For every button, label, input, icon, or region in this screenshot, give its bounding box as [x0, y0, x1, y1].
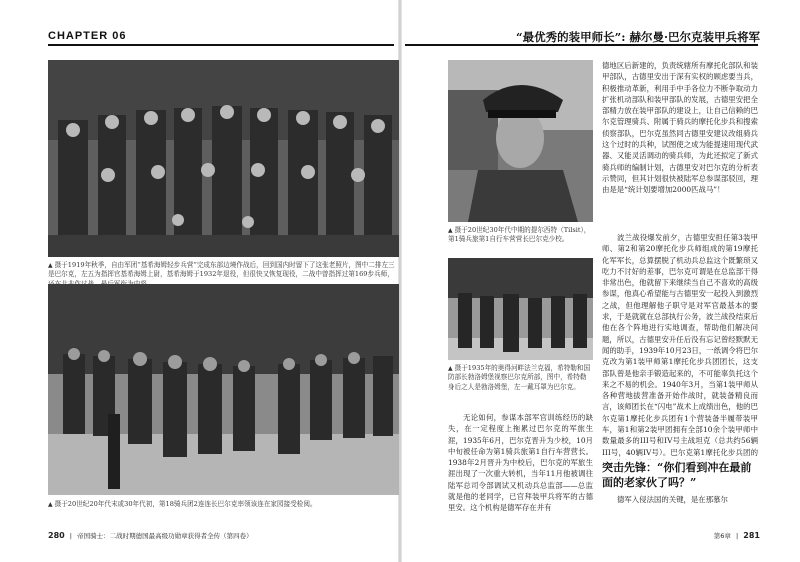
march-photo-caption-text: 摄于20世纪20年代末或30年代初，第18骑兵团2连连长巴尔克率领该连在家园接受检阅。: [54, 500, 317, 508]
portrait-photo: [448, 60, 593, 222]
book-title: 帝国骑士：二战时期德国最高级功勋章获得者全传（第四卷）: [77, 532, 253, 540]
parade-photo: [448, 258, 593, 360]
right-page-number: 281: [743, 531, 760, 540]
caption-marker-icon: ▲: [448, 227, 453, 234]
left-page-number: 280: [48, 531, 65, 540]
caption-marker-icon: ▲: [48, 501, 53, 508]
group-photo: [48, 60, 399, 257]
right-footer: 第6章 | 281: [713, 531, 760, 540]
caption-marker-icon: ▲: [48, 262, 53, 269]
section-subheading: 突击先锋：“你们看到冲在最前面的老家伙了吗？”: [602, 461, 752, 489]
chapter-label: CHAPTER 06: [48, 30, 127, 42]
portrait-photo-caption: [448, 226, 593, 245]
header-rule-right: [405, 44, 758, 46]
header-rule-left: [48, 44, 394, 46]
march-photo-caption: [48, 500, 399, 509]
group-photo-caption-text: 摄于1919年秋季，自由军团“基希海姆轻步兵营”完成东部边境作战后，回到国内时留下了这张老照片，图中二排左三是巴尔克，左五为指挥官基希海姆上尉，基希海姆于1932年退役，但很快又恢复现役，二战中曾指挥过第169步兵师，: [48, 261, 395, 279]
body-paragraph: 无论如何，参谋本部军官训练经历的缺失，在一定程度上拖累过巴尔克的军旅生涯，1935年6月，巴尔克晋升为少校，10月中旬被任命为第1骑兵旅第1自行车营营长。1938年2月晋升为中校后，巴尔克的军旅生涯出现了一次重大转机，当年11月他被调往陆军总司令部调试又机动兵总监部——总监就是他的老同学，已官拜装甲兵将军的古德里安。这个机构是德军存在并有: [448, 413, 593, 513]
body-paragraph: 德军入侵法国的关键，是在那慕尔: [617, 495, 728, 504]
march-photo: [48, 284, 399, 495]
left-footer: 280 | 帝国骑士：二战时期德国最高级功勋章获得者全传（第四卷）: [48, 531, 253, 540]
portrait-photo-caption-text: 摄于20世纪30年代中期的提尔西特（Tilsit），第1骑兵旅第1自行车营营长巴尔克少校。: [448, 226, 591, 244]
chapter-title: “最优秀的装甲师长”: 赫尔曼·巴尔克装甲兵将军: [516, 30, 760, 44]
parade-photo-caption-text: 摄于1935年的奥得河畔法兰克福，希特勒和国防部长勃洛姆堡视察巴尔克所部，图中，希特勒身后之人是勃洛姆堡，左一戴耳罩为巴尔克。: [448, 364, 591, 391]
body-paragraph: 德地区后新建的，负责统辖所有摩托化部队和装甲部队，古德里安出于深有实权的顾虑要当兵，积极推动革新，利用手中手各位力不断争取动力扩张机动部队和装甲部队的发展，古德里安把全部精力放在装甲部队的建设上，让自己信赖的巴尔克管理骑兵、附属于骑兵的摩托化步兵和搜索侦察部队，巴尔克虽然同古德里安建议改组骑兵这个过时的兵种，试图使之成为能提速用现代武器、又能灵活调动的骑兵师，为此还拟定了新式骑兵师的编制计划，古德里安对巴尔克的分析表示赞同，但其计划很快被陆军总参谋部驳回，理由是是“统计划要增加2000匹战马”！: [602, 61, 758, 195]
parade-photo-caption: [448, 364, 593, 392]
chapter-number: 第6章: [713, 532, 731, 540]
body-paragraph: 波兰战役爆发前夕，古德里安担任第3装甲师、第2和第20摩托化步兵师组成的第19摩托化军军长，总算摆脱了机动兵总监这个既繁琐又吃力不讨好的差事，巴尔克可谓是在总监部干得非常出色，他就留下来继续当自己不喜欢的高级参谋，他真心希望能与古德里安一起投入到激烈之战，但他理解他子职守是对军官最基本的要求，于是就就在总部执行公务，波兰战役结束后他在各个阵地进行实地调查，帮助他们解决问题，所以，古德里安升任后没有忘记曾经默默无闻的助手，1939年10月23日，一纸调令将巴尔克改为第1装甲师第1摩托化步兵团团长，这支部队曾是他亲手锻造起来的，不可能辜负托这个来之不易的机会。1940年3月，当第1装甲师从各种营地拔营准备开始作战时，就装备精良而言，该师团长在“闪电”战术上成绩出色，他的巴尔克第1摩托化步兵团有1个营装备半履带装甲车，第1和第2装甲团拥有全部10余个装甲师中数量最多的III号和IV号主战坦克（总共约56辆III号，40辆IV号）。巴尔克第1摩托化步兵团的: [602, 233, 758, 457]
caption-marker-icon: ▲: [448, 365, 453, 372]
